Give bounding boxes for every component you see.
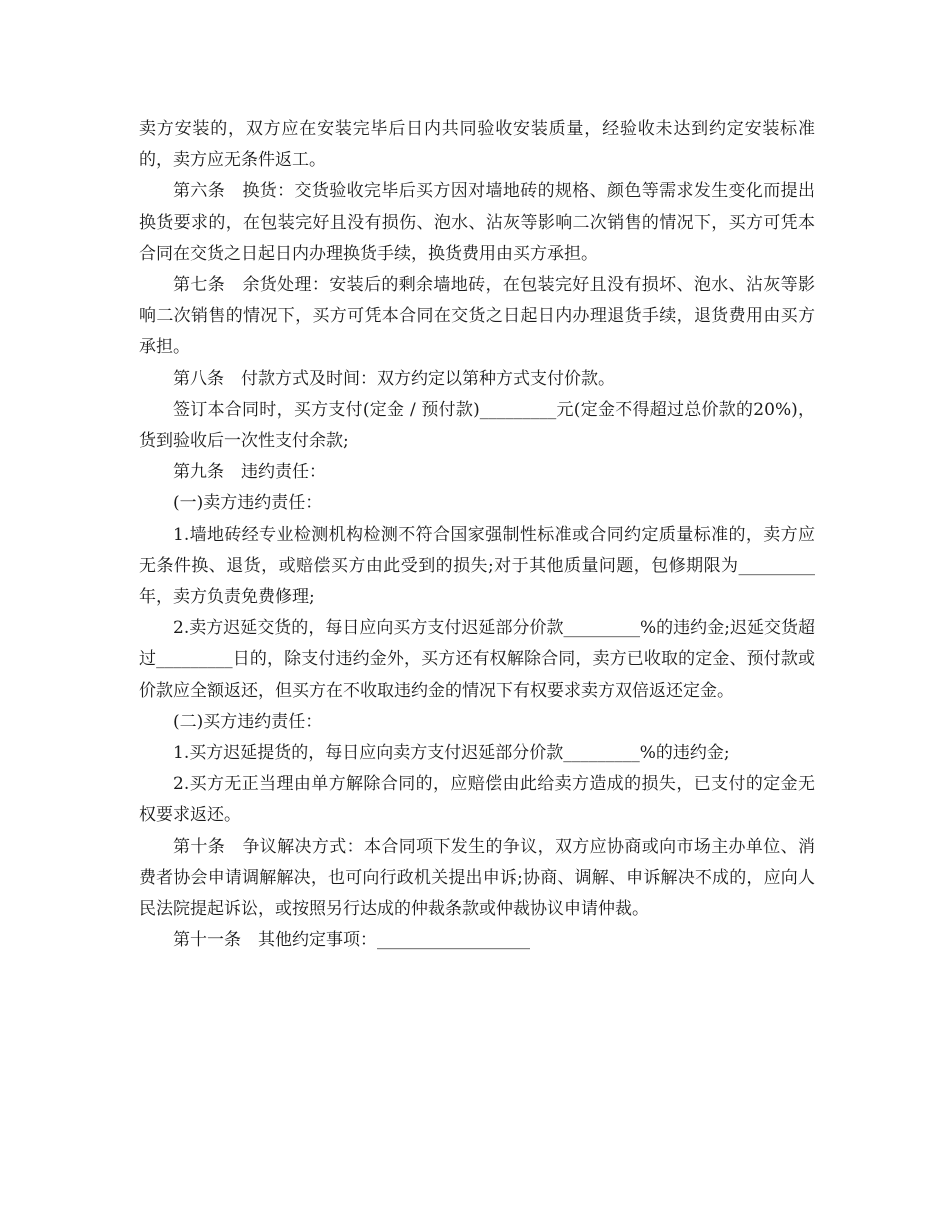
contract-body xyxy=(139,114,815,956)
paragraph-article-10-disputes: 第十条 争议解决方式：本合同项下发生的争议，双方应协商或向市场主办单位、消费者协会申请调解解决，也可向行政机关提出申诉;协商、调解、申诉解决不成的，应向人民法院提起诉讼，或按照另行达成的仲裁条款或仲裁协议申请仲裁。 xyxy=(139,836,815,920)
paragraph-article-11-other: 第十一条 其他约定事项：__________________ xyxy=(173,930,530,951)
paragraph-article-7-surplus: 第七条 余货处理：安装后的剩余墙地砖，在包装完好且没有损坏、泡水、沾灰等影响二次销售的情况下，买方可凭本合同在交货之日起日内办理退货手续，退货费用由买方承担。 xyxy=(139,275,815,358)
paragraph-buyer-liability-heading: (二)买方违约责任： xyxy=(173,711,323,732)
paragraph-buyer-liability-2: 2.买方无正当理由单方解除合同的，应赔偿由此给卖方造成的损失，已支付的定金无权要求返还。 xyxy=(139,774,815,826)
paragraph-buyer-liability-1: 1.买方迟延提货的，每日应向卖方支付迟延部分价款_________%的违约金; xyxy=(173,743,730,764)
paragraph-article-9-liability: 第九条 违约责任： xyxy=(173,462,326,483)
paragraph-article-6-exchange: 第六条 换货：交货验收完毕后买方因对墙地砖的规格、颜色等需求发生变化而提出换货要求的，在包装完好且没有损伤、泡水、沾灰等影响二次销售的情况下，买方可凭本合同在交货之日起日内办理换货手续，换货费用由买方承担。 xyxy=(139,181,815,264)
paragraph-seller-liability-1: 1.墙地砖经专业检测机构检测不符合国家强制性标准或合同约定质量标准的，卖方应无条件换、退货，或赔偿买方由此受到的损失;对于其他质量问题，包修期限为_________年，卖方负责免费修理; xyxy=(139,524,815,608)
paragraph-installation: 卖方安装的，双方应在安装完毕后日内共同验收安装质量，经验收未达到约定安装标准的，卖方应无条件返工。 xyxy=(139,119,815,171)
paragraph-payment-deposit: 签订本合同时，买方支付(定金 / 预付款)_________元(定金不得超过总价款的20%)，货到验收后一次性支付余款; xyxy=(139,399,815,452)
paragraph-article-8-payment: 第八条 付款方式及时间：双方约定以第种方式支付价款。 xyxy=(173,368,615,389)
paragraph-seller-liability-heading: (一)卖方违约责任： xyxy=(173,493,323,514)
paragraph-seller-liability-2: 2.卖方迟延交货的，每日应向买方支付迟延部分价款_________%的违约金;迟延交货超过_________日的，除支付违约金外，买方还有权解除合同，卖方已收取的定金、预付款或价款应全额返还，但买方在不收取违约金的情况下有权要求卖方双倍返还定金。 xyxy=(139,618,815,701)
